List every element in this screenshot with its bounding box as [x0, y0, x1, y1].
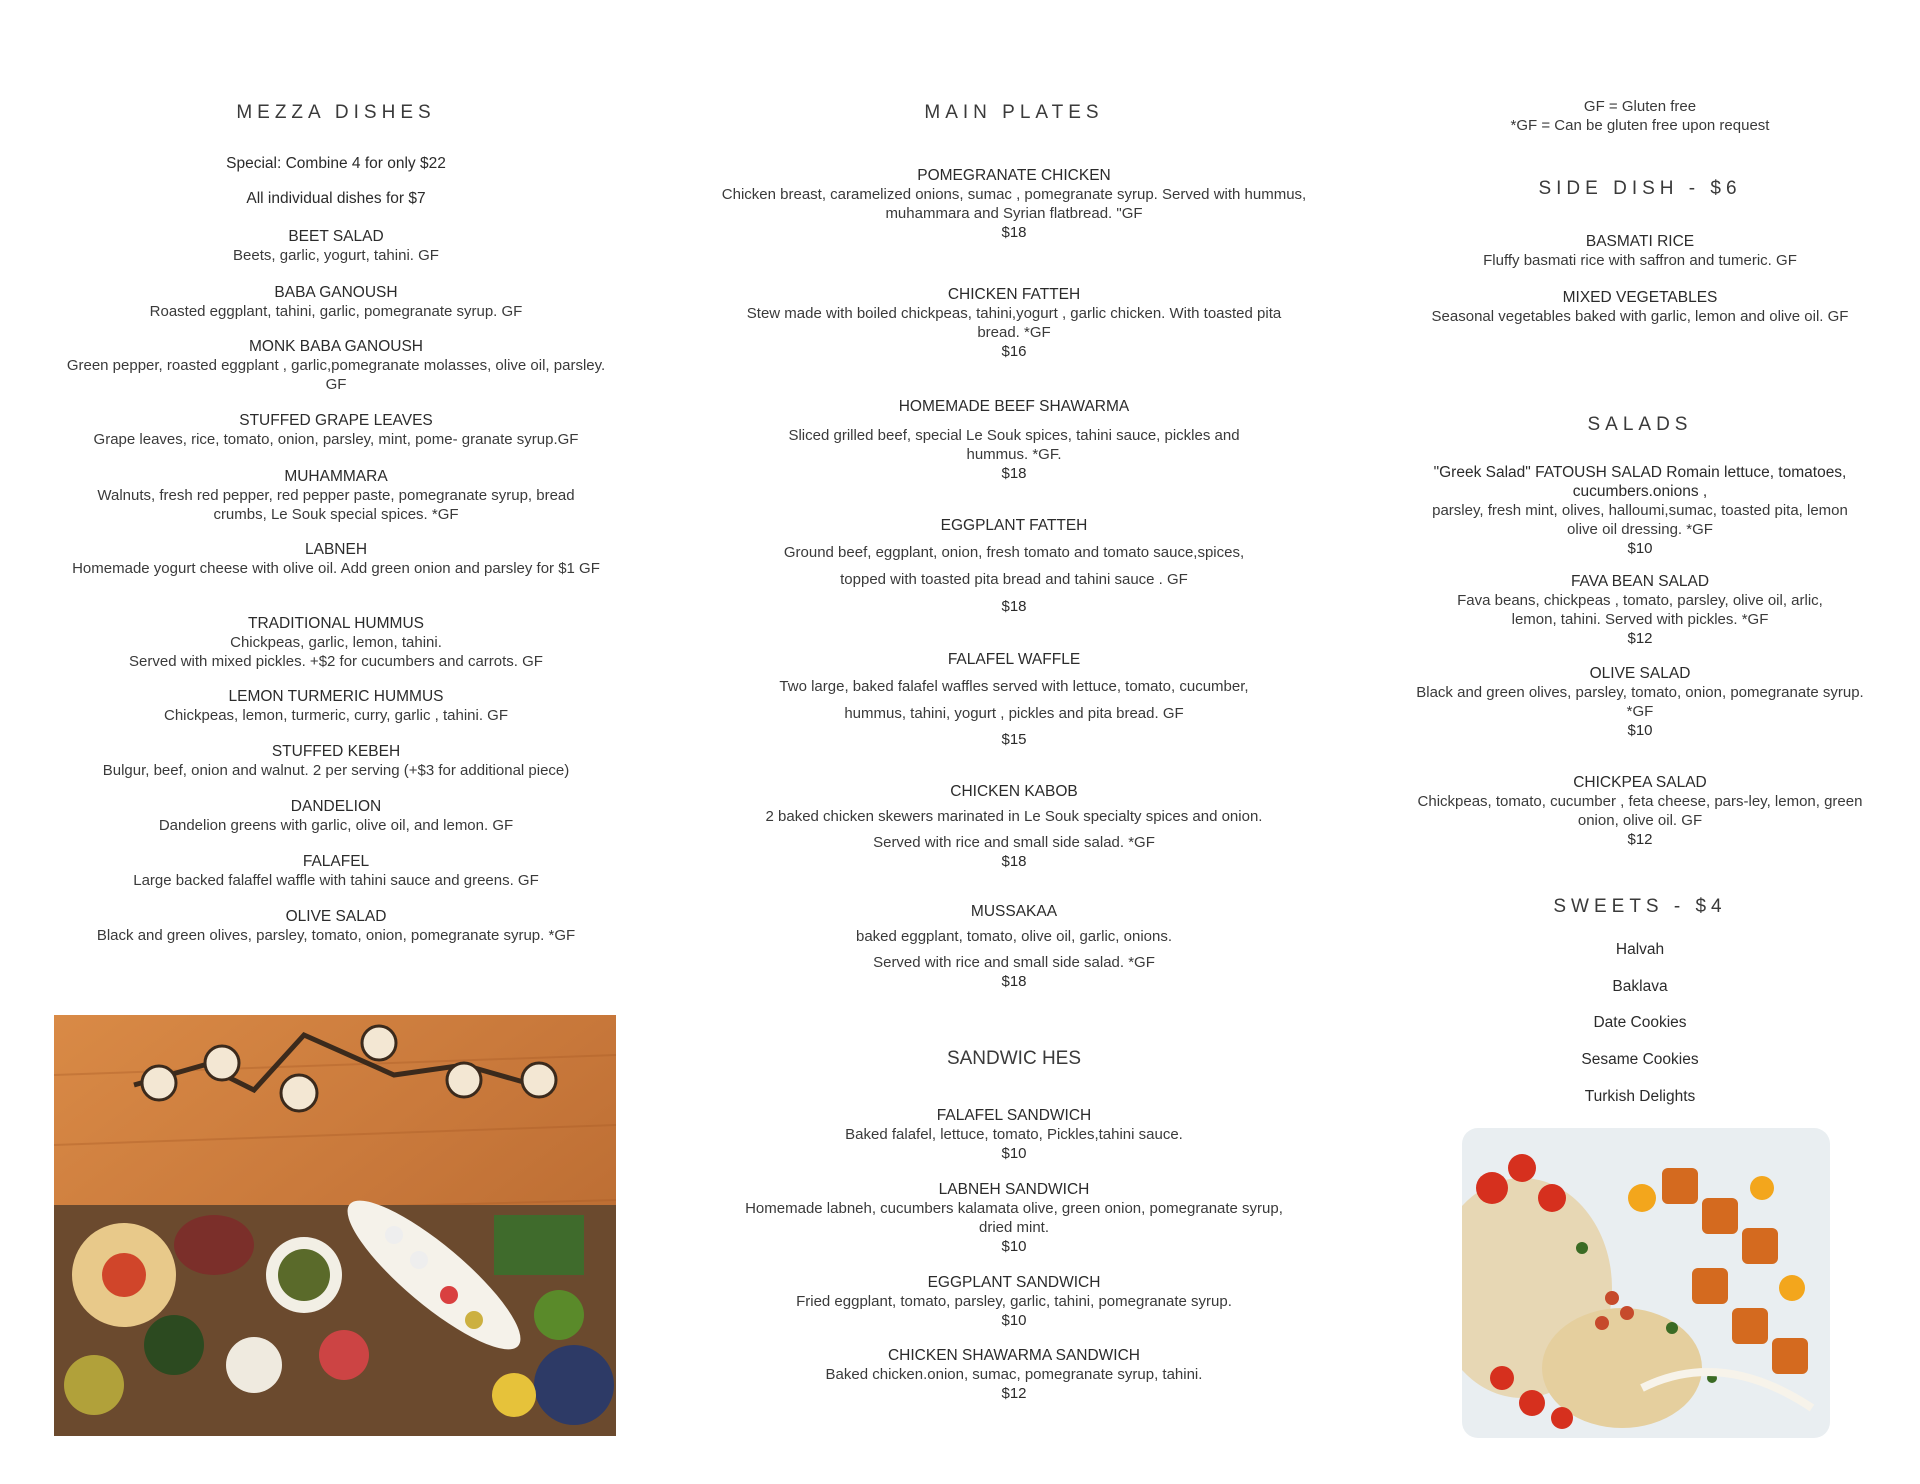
item-desc: Beets, garlic, yogurt, tahini. GF [233, 247, 439, 264]
menu-item-baba-ganoush [36, 283, 636, 321]
item-price: $10 [1001, 1145, 1027, 1162]
sweet-baklava: Baklava [1612, 978, 1668, 995]
item-desc: Stew made with boiled chickpeas, tahini,yogurt , garlic chicken. With toasted pita bread. *GF [746, 305, 1282, 341]
item-desc: Walnuts, fresh red pepper, red pepper paste, pomegranate syrup, bread crumbs, Le Souk special spices. *GF [97, 487, 575, 523]
item-desc: Fava beans, chickpeas , tomato, parsley, olive oil, arlic, lemon, tahini. Served with pickles. *GF [1457, 592, 1823, 628]
item-name: EGGPLANT SANDWICH [927, 1274, 1101, 1291]
gluten-free-legend [1395, 97, 1885, 135]
item-price: $18 [1001, 224, 1027, 241]
item-price: $16 [1001, 343, 1027, 360]
kabob-plate-photo [1462, 1128, 1830, 1438]
mezza-heading: MEZZA DISHES [236, 102, 436, 123]
item-name: MONK BABA GANOUSH [249, 338, 423, 355]
item-price: $10 [1627, 540, 1653, 557]
menu-item-olive-salad [36, 907, 636, 945]
sandwiches-heading: SANDWIC HES [946, 1048, 1082, 1069]
mezza-individual-price: All individual dishes for $7 [246, 190, 426, 207]
item-price: $10 [1001, 1238, 1027, 1255]
item-desc: Black and green olives, parsley, tomato, onion, pomegranate syrup. *GF [96, 927, 576, 944]
item-name: OLIVE SALAD [1589, 665, 1691, 682]
item-desc: parsley, fresh mint, olives, halloumi,sumac, toasted pita, lemon olive oil dressing. *GF [1432, 502, 1848, 538]
item-name: LABNEH SANDWICH [938, 1181, 1090, 1198]
menu-item-falafel-sandwich [716, 1106, 1312, 1163]
item-name: POMEGRANATE CHICKEN [917, 167, 1111, 184]
item-name: FAVA BEAN SALAD [1570, 573, 1710, 590]
item-name: CHICKEN KABOB [950, 783, 1078, 800]
menu-item-olive-salad-2 [1395, 664, 1885, 740]
item-name: FALAFEL WAFFLE [947, 651, 1081, 668]
menu-item-eggplant-sandwich [716, 1273, 1312, 1330]
item-name: "Greek Salad" FATOUSH SALAD Romain lettuce, tomatoes, cucumbers.onions , [1433, 464, 1847, 500]
sweet-sesame-cookies: Sesame Cookies [1581, 1051, 1699, 1068]
item-name: MIXED VEGETABLES [1562, 289, 1718, 306]
item-desc: Sliced grilled beef, special Le Souk spices, tahini sauce, pickles and hummus. *GF. [788, 427, 1240, 463]
menu-item-basmati-rice [1395, 232, 1885, 270]
item-price: $12 [1001, 1385, 1027, 1402]
item-desc: Chickpeas, lemon, turmeric, curry, garlic , tahini. GF [164, 707, 508, 724]
menu-item-chicken-kabob [716, 782, 1312, 871]
menu-item-lemon-turmeric-hummus [36, 687, 636, 725]
menu-item-fatoush-salad [1395, 463, 1885, 558]
item-desc: Homemade yogurt cheese with olive oil. Add green onion and parsley for $1 GF [72, 560, 600, 577]
main-plates-column [716, 0, 1312, 1484]
menu-item-dandelion [36, 797, 636, 835]
mezza-special: Special: Combine 4 for only $22 [226, 155, 446, 172]
menu-item-stuffed-grape-leaves [36, 411, 636, 449]
menu-item-pomegranate-chicken [716, 166, 1312, 242]
item-name: LEMON TURMERIC HUMMUS [228, 688, 444, 705]
sweets-heading: SWEETS - $4 [1553, 896, 1727, 917]
menu-item-fava-bean-salad [1395, 572, 1885, 648]
item-name: DANDELION [290, 798, 382, 815]
item-desc: Baked chicken.onion, sumac, pomegranate syrup, tahini. [825, 1366, 1203, 1383]
item-desc-2: Served with rice and small side salad. *GF [873, 834, 1155, 851]
menu-item-labneh-sandwich [716, 1180, 1312, 1256]
item-desc: Homemade labneh, cucumbers kalamata olive, green onion, pomegranate syrup, dried mint. [745, 1200, 1283, 1236]
item-name: BEET SALAD [288, 228, 384, 245]
item-desc: Fried eggplant, tomato, parsley, garlic, tahini, pomegranate syrup. [796, 1293, 1232, 1310]
item-name: MUSSAKAA [970, 903, 1058, 920]
item-desc: Seasonal vegetables baked with garlic, lemon and olive oil. GF [1431, 308, 1849, 325]
item-desc: Dandelion greens with garlic, olive oil, and lemon. GF [158, 817, 514, 834]
item-desc-2: Served with mixed pickles. +$2 for cucumbers and carrots. GF [129, 653, 543, 670]
item-desc: Chicken breast, caramelized onions, sumac , pomegranate syrup. Served with hummus, muhammara and Syrian flatbread. "GF [721, 186, 1307, 222]
item-name: CHICKEN SHAWARMA SANDWICH [887, 1347, 1141, 1364]
item-desc-2: topped with toasted pita bread and tahini sauce . GF [840, 571, 1188, 588]
item-price: $18 [1001, 853, 1027, 870]
menu-item-monk-baba-ganoush [36, 337, 636, 394]
item-desc: Chickpeas, tomato, cucumber , feta cheese, pars-ley, lemon, green onion, olive oil. GF [1417, 793, 1863, 829]
menu-item-labneh [36, 540, 636, 578]
item-desc: 2 baked chicken skewers marinated in Le Souk specialty spices and onion. [765, 808, 1263, 825]
item-price: $15 [1001, 731, 1027, 748]
item-desc-2: Served with rice and small side salad. *GF [873, 954, 1155, 971]
item-desc: Ground beef, eggplant, onion, fresh tomato and tomato sauce,spices, [783, 544, 1245, 561]
item-name: CHICKPEA SALAD [1573, 774, 1707, 791]
item-price: $18 [1001, 973, 1027, 990]
item-desc: baked eggplant, tomato, olive oil, garlic, onions. [855, 928, 1173, 945]
item-price: $10 [1001, 1312, 1027, 1329]
item-name: FALAFEL [302, 853, 370, 870]
menu-item-chickpea-salad [1395, 773, 1885, 849]
menu-item-beef-shawarma [716, 397, 1312, 483]
item-desc: Baked falafel, lettuce, tomato, Pickles,tahini sauce. [845, 1126, 1183, 1143]
item-desc: Green pepper, roasted eggplant , garlic,pomegranate molasses, olive oil, parsley. GF [66, 357, 606, 393]
mezza-platter-photo [54, 1015, 616, 1436]
item-name: MUHAMMARA [284, 468, 388, 485]
item-desc: Large backed falaffel waffle with tahini sauce and greens. GF [133, 872, 539, 889]
item-desc: Black and green olives, parsley, tomato, onion, pomegranate syrup. *GF [1416, 684, 1864, 720]
menu-item-stuffed-kebeh [36, 742, 636, 780]
item-desc: Grape leaves, rice, tomato, onion, parsley, mint, pome- granate syrup.GF [93, 431, 579, 448]
item-name: HOMEMADE BEEF SHAWARMA [898, 398, 1130, 415]
legend-gf: GF = Gluten free [1583, 98, 1697, 115]
item-price: $10 [1627, 722, 1653, 739]
item-price: $18 [1001, 465, 1027, 482]
item-name: TRADITIONAL HUMMUS [248, 615, 424, 632]
menu-item-mussakaa [716, 902, 1312, 991]
menu-item-chicken-fatteh [716, 285, 1312, 361]
item-name: FALAFEL SANDWICH [936, 1107, 1092, 1124]
item-name: EGGPLANT FATTEH [940, 517, 1088, 534]
item-name: LABNEH [304, 541, 368, 558]
item-name: OLIVE SALAD [285, 908, 387, 925]
menu-item-traditional-hummus [36, 614, 636, 671]
main-plates-heading: MAIN PLATES [924, 102, 1104, 123]
side-dish-heading: SIDE DISH - $6 [1538, 178, 1742, 199]
item-name: STUFFED GRAPE LEAVES [239, 412, 433, 429]
item-desc-2: hummus, tahini, yogurt , pickles and pita bread. GF [844, 705, 1184, 722]
item-desc: Chickpeas, garlic, lemon, tahini. [230, 634, 442, 651]
item-desc: Fluffy basmati rice with saffron and tumeric. GF [1483, 252, 1797, 269]
item-price: $18 [1001, 598, 1027, 615]
sweet-turkish-delights: Turkish Delights [1584, 1088, 1696, 1105]
item-desc: Roasted eggplant, tahini, garlic, pomegranate syrup. GF [149, 303, 523, 320]
item-name: STUFFED KEBEH [271, 743, 401, 760]
menu-item-eggplant-fatteh [716, 516, 1312, 616]
item-name: BASMATI RICE [1585, 233, 1695, 250]
item-name: CHICKEN FATTEH [947, 286, 1081, 303]
menu-item-falafel-waffle [716, 650, 1312, 749]
menu-item-beet-salad [36, 227, 636, 265]
salads-heading: SALADS [1587, 414, 1693, 435]
menu-item-falafel [36, 852, 636, 890]
item-desc: Bulgur, beef, onion and walnut. 2 per serving (+$3 for additional piece) [102, 762, 570, 779]
menu-item-chicken-shawarma-sandwich [716, 1346, 1312, 1403]
item-name: BABA GANOUSH [274, 284, 398, 301]
item-desc: Two large, baked falafel waffles served with lettuce, tomato, cucumber, [779, 678, 1249, 695]
menu-item-muhammara [36, 467, 636, 524]
item-price: $12 [1627, 630, 1653, 647]
menu-item-mixed-vegetables [1395, 288, 1885, 326]
legend-star-gf: *GF = Can be gluten free upon request [1510, 117, 1770, 134]
sweet-halvah: Halvah [1615, 941, 1665, 958]
item-price: $12 [1627, 831, 1653, 848]
sweet-date-cookies: Date Cookies [1593, 1014, 1687, 1031]
